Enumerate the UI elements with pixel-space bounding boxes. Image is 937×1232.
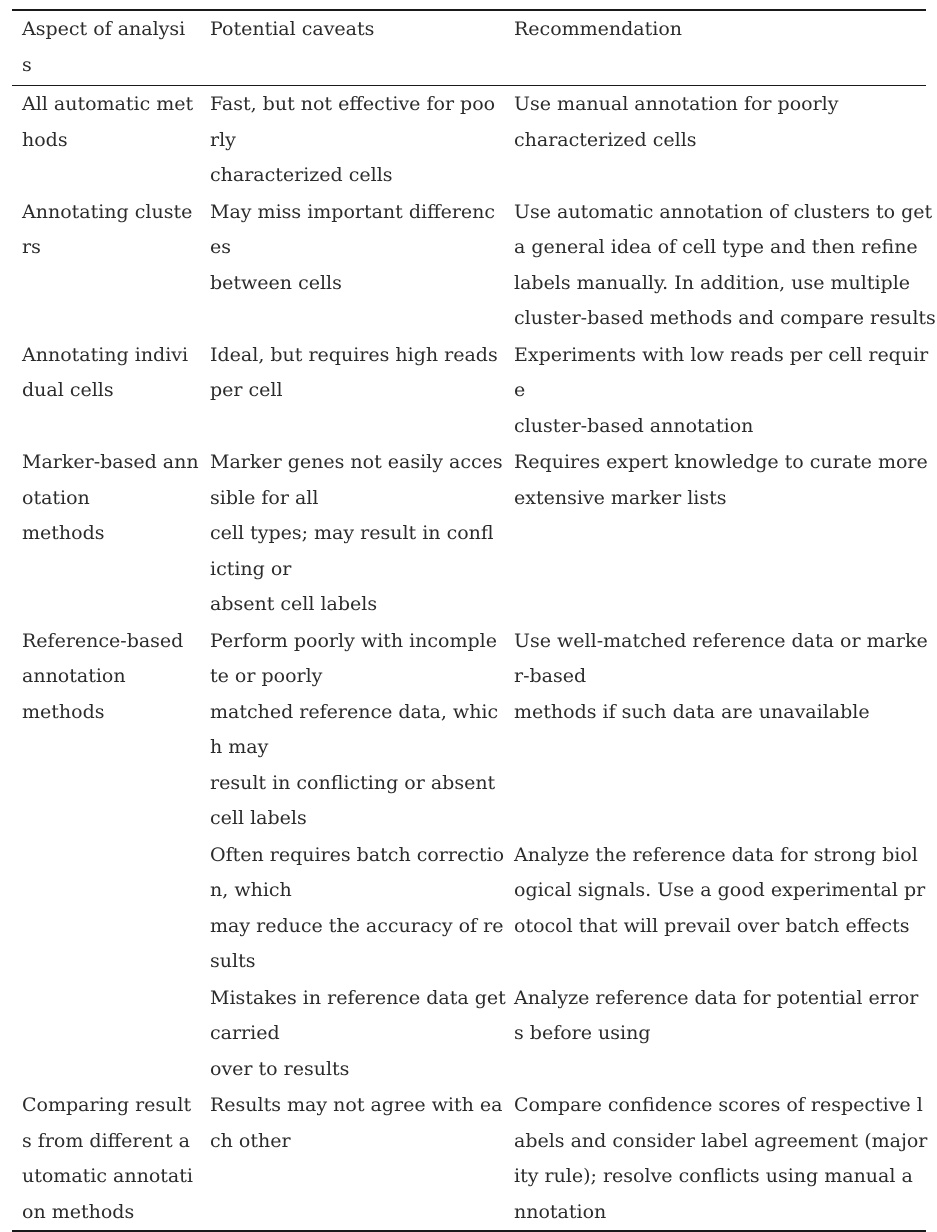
- cell-text-line: abels and consider label agreement (major: [514, 1129, 928, 1152]
- cell-text-line: utomatic annotati: [22, 1165, 193, 1187]
- cell-text-line: cluster-based annotation: [514, 414, 754, 437]
- cell-text-line: Reference-based: [22, 629, 184, 652]
- cell-aspect: [12, 837, 210, 980]
- table-row: [12, 337, 929, 445]
- cell-text-line: Analyze the reference data for strong biol: [514, 843, 918, 866]
- table-header-row: [12, 11, 926, 86]
- cell-text-line: extensive marker lists: [514, 486, 727, 509]
- cell-text-line: te or poorly: [210, 665, 323, 687]
- table-row: [12, 980, 926, 1088]
- cell-text-line: carried: [210, 1022, 280, 1044]
- cell-caveat: [210, 337, 514, 445]
- cell-text-line: Marker genes not easily acces: [210, 451, 503, 473]
- cell-recommendation: [514, 623, 926, 837]
- table-row: [12, 444, 926, 623]
- cell-aspect: [12, 623, 210, 837]
- table-row: [12, 837, 926, 980]
- cell-recommendation: [514, 837, 926, 980]
- cell-text-line: Recommendation: [514, 18, 683, 40]
- table-row: [12, 623, 926, 837]
- cell-aspect: [12, 1087, 210, 1230]
- cell-text-line: s: [22, 53, 32, 76]
- cell-aspect: [12, 194, 210, 337]
- header-recommendation: [514, 11, 926, 85]
- header-aspect: [12, 11, 210, 85]
- cell-text-line: cluster-based methods and compare results: [514, 307, 936, 329]
- cell-text-line: rly: [210, 128, 236, 151]
- cell-text-line: sults: [210, 950, 256, 972]
- cell-text-line: between cells: [210, 271, 342, 294]
- cell-text-line: over to results: [210, 1057, 350, 1080]
- table-row: [12, 1087, 926, 1230]
- cell-aspect: [12, 86, 210, 194]
- cell-recommendation: [514, 980, 926, 1088]
- cell-text-line: absent cell labels: [210, 593, 378, 615]
- cell-text-line: Potential caveats: [210, 18, 375, 40]
- cell-text-line: characterized cells: [514, 128, 697, 151]
- cell-recommendation: [514, 1087, 926, 1230]
- cell-caveat: [210, 86, 514, 194]
- cell-text-line: per cell: [210, 379, 283, 401]
- cell-text-line: methods if such data are unavailable: [514, 700, 870, 723]
- cell-text-line: May miss important differenc: [210, 200, 496, 223]
- cell-text-line: Compare confidence scores of respective l: [514, 1094, 923, 1116]
- cell-text-line: Aspect of analysi: [22, 18, 186, 40]
- cell-text-line: nnotation: [514, 1200, 607, 1223]
- cell-text-line: Fast, but not effective for poo: [210, 93, 496, 115]
- cell-caveat: [210, 837, 514, 980]
- comparison-table: [12, 9, 936, 1232]
- cell-text-line: characterized cells: [210, 164, 393, 186]
- cell-caveat: [210, 444, 514, 623]
- cell-aspect: [12, 337, 210, 445]
- cell-text-line: Mistakes in reference data get: [210, 986, 506, 1009]
- cell-text-line: Often requires batch correctio: [210, 843, 505, 866]
- cell-text-line: otation: [22, 486, 90, 509]
- cell-text-line: may reduce the accuracy of re: [210, 914, 504, 937]
- cell-text-line: n, which: [210, 879, 292, 901]
- cell-text-line: Experiments with low reads per cell requir: [514, 343, 929, 366]
- cell-text-line: Marker-based ann: [22, 451, 199, 473]
- cell-text-line: ch other: [210, 1129, 291, 1152]
- cell-text-line: annotation: [22, 665, 126, 687]
- cell-text-line: methods: [22, 700, 105, 723]
- cell-text-line: h may: [210, 736, 269, 758]
- cell-text-line: r-based: [514, 665, 587, 687]
- cell-recommendation: [514, 194, 936, 337]
- cell-text-line: dual cells: [22, 379, 114, 401]
- cell-aspect: [12, 444, 210, 623]
- cell-text-line: methods: [22, 522, 105, 544]
- cell-text-line: hods: [22, 128, 68, 151]
- cell-text-line: otocol that will prevail over batch effects: [514, 914, 910, 937]
- cell-text-line: e: [514, 379, 526, 401]
- cell-text-line: a general idea of cell type and then refine: [514, 236, 918, 258]
- cell-text-line: cell types; may result in confl: [210, 522, 494, 544]
- cell-text-line: cell labels: [210, 807, 307, 829]
- cell-caveat: [210, 1087, 514, 1230]
- cell-caveat: [210, 980, 514, 1088]
- cell-text-line: ity rule); resolve conflicts using manual a: [514, 1165, 913, 1187]
- cell-text-line: Annotating cluste: [22, 200, 193, 223]
- cell-text-line: labels manually. In addition, use multiple: [514, 271, 911, 294]
- cell-text-line: Use automatic annotation of clusters to get: [514, 200, 933, 223]
- table-row: [12, 194, 936, 337]
- cell-text-line: All automatic met: [22, 93, 194, 115]
- cell-caveat: [210, 623, 514, 837]
- cell-text-line: on methods: [22, 1200, 135, 1223]
- table-row: [12, 86, 926, 194]
- cell-recommendation: [514, 86, 926, 194]
- cell-caveat: [210, 194, 514, 337]
- cell-text-line: es: [210, 236, 231, 258]
- cell-aspect: [12, 980, 210, 1088]
- cell-text-line: icting or: [210, 557, 292, 580]
- cell-recommendation: [514, 337, 929, 445]
- cell-text-line: Results may not agree with ea: [210, 1094, 503, 1116]
- cell-text-line: Analyze reference data for potential error: [514, 986, 919, 1009]
- cell-text-line: s from different a: [22, 1129, 190, 1152]
- cell-text-line: Annotating indivi: [22, 343, 189, 366]
- cell-text-line: Ideal, but requires high reads: [210, 343, 498, 366]
- cell-text-line: matched reference data, whic: [210, 700, 499, 723]
- cell-recommendation: [514, 444, 926, 623]
- header-caveats: [210, 11, 514, 85]
- cell-text-line: Comparing result: [22, 1094, 192, 1116]
- cell-text-line: ogical signals. Use a good experimental pr: [514, 879, 926, 901]
- cell-text-line: result in conflicting or absent: [210, 771, 496, 794]
- cell-text-line: Perform poorly with incomple: [210, 629, 497, 652]
- cell-text-line: Requires expert knowledge to curate more: [514, 451, 928, 473]
- cell-text-line: sible for all: [210, 486, 319, 509]
- cell-text-line: Use well-matched reference data or marke: [514, 629, 928, 652]
- cell-text-line: Use manual annotation for poorly: [514, 93, 839, 115]
- cell-text-line: rs: [22, 236, 41, 258]
- cell-text-line: s before using: [514, 1022, 651, 1044]
